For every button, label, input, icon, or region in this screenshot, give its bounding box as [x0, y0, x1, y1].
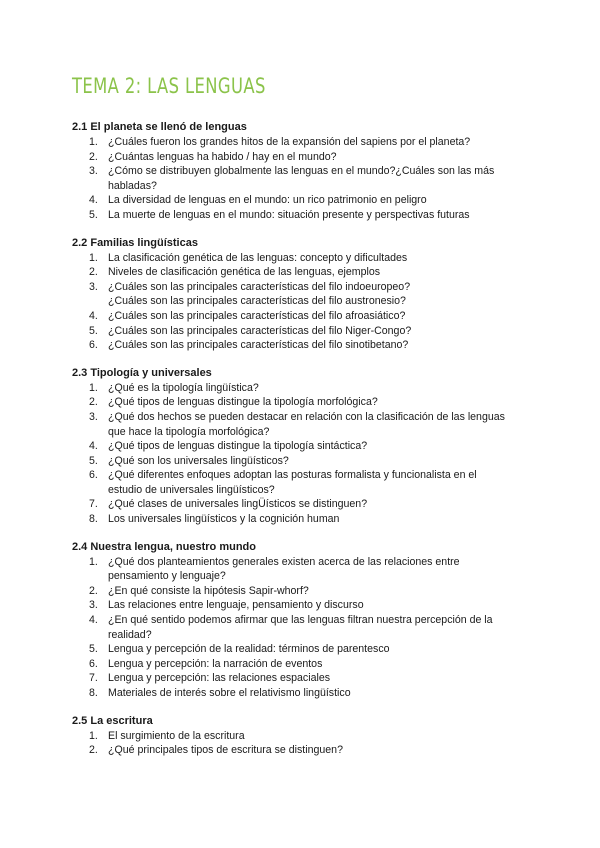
list-item-number: 1.	[89, 729, 98, 742]
list-item-number: 2.	[89, 744, 98, 757]
list-item-number: 8.	[89, 513, 98, 526]
list-item-text: ¿Cuántas lenguas ha habido / hay en el mundo?	[108, 150, 337, 163]
list-item-number: 1.	[89, 555, 98, 568]
list-item-text: La muerte de lenguas en el mundo: situación presente y perspectivas futuras	[108, 208, 470, 221]
list-item-text: El surgimiento de la escritura	[108, 729, 245, 742]
list-item	[72, 280, 542, 309]
list-item-text: ¿Qué tipos de lenguas distingue la tipología sintáctica?	[108, 440, 368, 453]
list-item-text: ¿En qué consiste la hipótesis Sapir-whorf?	[108, 584, 309, 597]
list-item-number: 2.	[89, 266, 98, 279]
list-item-text: ¿Qué diferentes enfoques adoptan las posturas formalista y funcionalista en el	[108, 469, 477, 482]
list-item-number: 6.	[89, 339, 98, 352]
list-item-text: ¿Qué tipos de lenguas distingue la tipología morfológica?	[108, 396, 378, 409]
list-item-text: Lengua y percepción de la realidad: términos de parentesco	[108, 643, 390, 656]
list-item	[72, 265, 542, 280]
list-item-number: 3.	[89, 599, 98, 612]
list-item-text: ¿Qué dos hechos se pueden destacar en relación con la clasificación de las lenguas	[108, 410, 505, 423]
list-item	[72, 251, 542, 266]
list-item-text: Materiales de interés sobre el relativismo lingüístico	[108, 687, 351, 699]
list-item-text: ¿Cuáles son las principales características del filo indoeuropeo?	[108, 280, 411, 293]
list-item-text: ¿Cuáles son las principales características del filo afroasiático?	[108, 309, 406, 322]
list-item	[72, 657, 542, 672]
list-item-number: 4.	[89, 194, 98, 207]
list-item-text: Niveles de clasificación genética de las lenguas, ejemplos	[108, 266, 381, 279]
list-item-number: 6.	[89, 469, 98, 482]
list-item	[72, 497, 542, 512]
list-item-text: estudio de universales lingüísticos?	[108, 483, 275, 496]
list-item-number: 2.	[89, 584, 98, 597]
section	[72, 540, 542, 701]
numbered-list	[72, 555, 542, 701]
list-item-text: ¿Qué dos planteamientos generales existen acerca de las relaciones entre	[108, 555, 460, 568]
list-item-text: ¿Qué es la tipología lingüística?	[108, 381, 259, 394]
list-item	[72, 584, 542, 599]
list-item-number: 8.	[89, 687, 98, 699]
list-item-number: 4.	[89, 309, 98, 322]
list-item-number: 1.	[89, 251, 98, 264]
section	[72, 120, 542, 223]
numbered-list	[72, 251, 542, 353]
numbered-list	[72, 729, 542, 758]
list-item-number: 2.	[89, 150, 98, 163]
numbered-list	[72, 381, 542, 527]
list-item-text: ¿En qué sentido podemos afirmar que las lenguas filtran nuestra percepción de la	[108, 614, 493, 627]
list-item-number: 6.	[89, 657, 98, 670]
section-heading: 2.5 La escritura	[72, 714, 153, 727]
list-item-text: realidad?	[108, 628, 152, 641]
section	[72, 366, 542, 527]
list-item-number: 3.	[89, 165, 98, 178]
list-item-number: 3.	[89, 410, 98, 423]
list-item-text: ¿Cuáles son las principales características del filo austronesio?	[108, 295, 406, 308]
list-item-number: 5.	[89, 454, 98, 467]
list-item-text: habladas?	[108, 179, 157, 192]
section	[72, 714, 542, 758]
list-item-text: ¿Qué principales tipos de escritura se distinguen?	[108, 744, 343, 757]
list-item	[72, 164, 542, 193]
list-item	[72, 410, 542, 439]
list-item-number: 2.	[89, 396, 98, 409]
list-item	[72, 309, 542, 324]
list-item	[72, 555, 542, 584]
list-item	[72, 324, 542, 339]
list-item-text: ¿Qué son los universales lingüísticos?	[108, 454, 289, 467]
list-item-text: Lengua y percepción: la narración de eventos	[108, 657, 323, 670]
list-item-text: Los universales lingüísticos y la cognición human	[108, 513, 340, 526]
list-item-text: ¿Qué clases de universales lingÜísticos se distinguen?	[108, 498, 368, 511]
list-item	[72, 613, 542, 642]
list-item-number: 4.	[89, 440, 98, 453]
list-item	[72, 468, 542, 497]
list-item-text: ¿Cuáles son las principales características del filo sinotibetano?	[108, 339, 409, 352]
document-content	[72, 120, 542, 771]
list-item	[72, 729, 542, 744]
list-item	[72, 381, 542, 396]
list-item-text: La diversidad de lenguas en el mundo: un rico patrimonio en peligro	[108, 194, 427, 207]
section-heading: 2.2 Familias lingüísticas	[72, 236, 198, 249]
list-item-number: 1.	[89, 136, 98, 148]
list-item	[72, 338, 542, 353]
list-item	[72, 454, 542, 469]
list-item-text: La clasificación genética de las lenguas: concepto y dificultades	[108, 251, 408, 264]
section	[72, 236, 542, 353]
list-item-text: ¿Cuáles son las principales características del filo Niger-Congo?	[108, 324, 412, 337]
section-heading: 2.4 Nuestra lengua, nuestro mundo	[72, 540, 256, 553]
list-item	[72, 743, 542, 758]
list-item-text: ¿Cómo se distribuyen globalmente las lenguas en el mundo?¿Cuáles son las más	[108, 165, 495, 178]
list-item	[72, 395, 542, 410]
list-item-text: Lengua y percepción: las relaciones espaciales	[108, 672, 331, 685]
list-item	[72, 512, 542, 527]
list-item	[72, 598, 542, 613]
list-item-number: 7.	[89, 498, 98, 511]
list-item	[72, 208, 542, 223]
numbered-list	[72, 135, 542, 223]
list-item	[72, 642, 542, 657]
list-item-number: 1.	[89, 381, 98, 394]
list-item	[72, 193, 542, 208]
list-item-text: pensamiento y lenguaje?	[108, 570, 226, 583]
page-title: TEMA 2: LAS LENGUAS	[72, 74, 266, 98]
list-item-number: 5.	[89, 208, 98, 221]
list-item	[72, 439, 542, 454]
list-item-number: 3.	[89, 280, 98, 293]
list-item	[72, 671, 542, 686]
list-item-number: 5.	[89, 324, 98, 337]
section-heading: 2.3 Tipología y universales	[72, 366, 212, 379]
list-item-number: 5.	[89, 643, 98, 656]
list-item-text: Las relaciones entre lenguaje, pensamiento y discurso	[108, 599, 364, 612]
list-item-text: que hace la tipología morfológica?	[108, 425, 270, 438]
list-item	[72, 686, 542, 701]
list-item-number: 4.	[89, 614, 98, 627]
list-item-number: 7.	[89, 672, 98, 685]
list-item	[72, 150, 542, 165]
list-item	[72, 135, 542, 150]
list-item-text: ¿Cuáles fueron los grandes hitos de la expansión del sapiens por el planeta?	[108, 136, 471, 148]
section-heading: 2.1 El planeta se llenó de lenguas	[72, 121, 247, 133]
